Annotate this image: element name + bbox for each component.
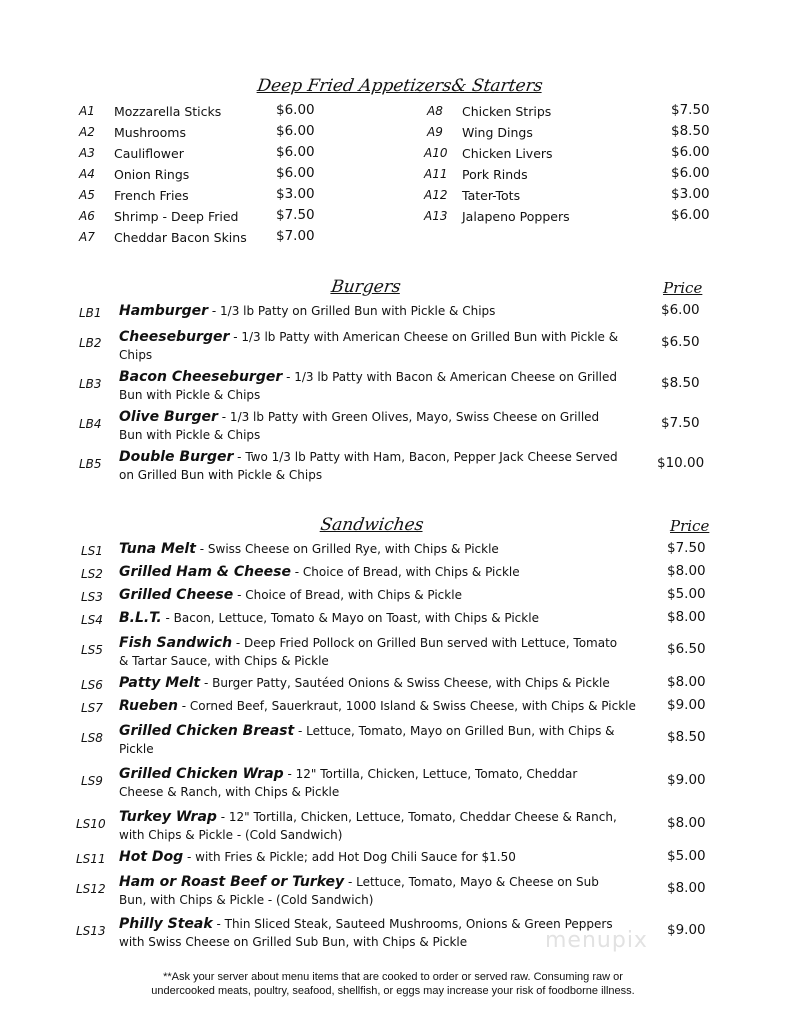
item-name: Hot Dog [119, 849, 184, 865]
item-code: LS12 [76, 882, 106, 896]
item-details: - Choice of Bread, with Chips & Pickle [290, 565, 520, 579]
item-details: - 12" Tortilla, Chicken, Lettuce, Tomato, Cheddar Cheese & Ranch, with Chips & Pickle [119, 767, 578, 799]
item-name: Tater-Tots [462, 188, 521, 203]
item-price: $6.00 [276, 165, 315, 181]
disclaimer-line-2: undercooked meats, poultry, seafood, shellfish, or eggs may increase your risk of foodborne illness. [151, 985, 635, 997]
item-details: - Deep Fried Pollock on Grilled Bun served with Lettuce, Tomato & Tartar Sauce, with Chips & Pickle [119, 636, 618, 668]
item-code: A5 [79, 188, 95, 202]
sandwiches-heading: Sandwiches [319, 515, 425, 535]
item-price: $10.00 [657, 455, 705, 471]
item-code: LS3 [81, 590, 103, 604]
item-name: Cheeseburger [119, 329, 230, 345]
item-code: A12 [424, 188, 448, 202]
item-details: - Lettuce, Tomato, Mayo on Grilled Bun, with Chips & Pickle [119, 724, 615, 756]
item-name: French Fries [114, 188, 189, 203]
item-price: $6.50 [667, 641, 706, 657]
sandwiches-price-label: Price [670, 517, 710, 535]
item-price: $8.00 [667, 815, 706, 831]
item-name: Grilled Chicken Wrap [119, 766, 284, 782]
item-name: Mozzarella Sticks [114, 104, 222, 119]
item-code: A10 [424, 146, 448, 160]
item-code: LS10 [76, 817, 106, 831]
item-code: A6 [79, 209, 95, 223]
item-code: A9 [427, 125, 443, 139]
item-details: - Swiss Cheese on Grilled Rye, with Chips & Pickle [195, 542, 499, 556]
item-price: $6.00 [671, 144, 710, 160]
item-description [119, 448, 619, 484]
item-details: - Choice of Bread, with Chips & Pickle [233, 588, 462, 602]
item-code: LS8 [81, 731, 103, 745]
item-name: Grilled Cheese [119, 587, 234, 603]
item-code: LB1 [79, 306, 102, 320]
item-name: Chicken Strips [462, 104, 552, 119]
item-price: $8.50 [671, 123, 710, 139]
item-name: Double Burger [119, 449, 234, 465]
disclaimer-line-1: **Ask your server about menu items that are cooked to order or served raw. Consuming raw or [163, 971, 623, 983]
item-price: $9.00 [667, 772, 706, 788]
item-name: Hamburger [119, 303, 209, 319]
item-details: - Bacon, Lettuce, Tomato & Mayo on Toast, with Chips & Pickle [161, 611, 539, 625]
item-name: Shrimp - Deep Fried [114, 209, 239, 224]
item-description [119, 609, 624, 627]
item-name: Grilled Chicken Breast [119, 723, 295, 739]
item-description [119, 765, 624, 801]
item-details: - Two 1/3 lb Patty with Ham, Bacon, Pepper Jack Cheese Served on Grilled Bun with Pickle & Chips [119, 450, 618, 482]
item-code: A11 [424, 167, 448, 181]
item-name: Pork Rinds [462, 167, 528, 182]
item-price: $3.00 [276, 186, 315, 202]
item-name: Cheddar Bacon Skins [114, 230, 247, 245]
item-price: $8.00 [667, 880, 706, 896]
item-name: B.L.T. [119, 610, 162, 626]
item-price: $7.00 [276, 228, 315, 244]
item-description [119, 302, 619, 320]
item-price: $5.00 [667, 848, 706, 864]
item-price: $9.00 [667, 922, 706, 938]
item-code: A3 [79, 146, 95, 160]
item-description [119, 634, 624, 670]
item-name: Jalapeno Poppers [462, 209, 570, 224]
item-code: A1 [79, 104, 95, 118]
item-code: LS13 [76, 924, 106, 938]
item-name: Ham or Roast Beef or Turkey [119, 874, 345, 890]
item-details: - Lettuce, Tomato, Mayo & Cheese on Sub Bun, with Chips & Pickle - (Cold Sandwich) [119, 875, 599, 907]
item-code: LS1 [81, 544, 103, 558]
item-price: $6.00 [671, 207, 710, 223]
item-details: - Burger Patty, Sautéed Onions & Swiss Cheese, with Chips & Pickle [200, 676, 610, 690]
item-price: $8.00 [667, 563, 706, 579]
item-code: LB4 [79, 417, 102, 431]
item-description [119, 674, 624, 692]
item-name: Olive Burger [119, 409, 218, 425]
item-name: Rueben [119, 698, 178, 714]
appetizers-heading: Deep Fried Appetizers& Starters [256, 76, 544, 96]
item-description [119, 808, 624, 844]
item-code: A7 [79, 230, 95, 244]
item-code: LS11 [76, 852, 106, 866]
item-details: - 1/3 lb Patty with American Cheese on Grilled Bun with Pickle & Chips [119, 330, 619, 362]
item-name: Onion Rings [114, 167, 190, 182]
item-details: - 1/3 lb Patty on Grilled Bun with Pickle & Chips [208, 304, 496, 318]
item-description [119, 848, 624, 866]
item-name: Mushrooms [114, 125, 186, 140]
item-description [119, 586, 624, 604]
item-name: Fish Sandwich [119, 635, 233, 651]
item-name: Patty Melt [119, 675, 201, 691]
menupix-watermark: menupix [545, 928, 648, 953]
item-price: $6.00 [276, 144, 315, 160]
item-code: LS4 [81, 613, 103, 627]
item-price: $6.00 [276, 102, 315, 118]
item-price: $6.00 [276, 123, 315, 139]
item-code: LS2 [81, 567, 103, 581]
item-name: Turkey Wrap [119, 809, 217, 825]
item-code: A2 [79, 125, 95, 139]
item-price: $7.50 [671, 102, 710, 118]
item-description [119, 368, 619, 404]
item-price: $8.00 [667, 609, 706, 625]
item-price: $7.50 [661, 415, 700, 431]
item-description [119, 540, 624, 558]
item-price: $8.50 [667, 729, 706, 745]
item-description [119, 873, 624, 909]
item-details: - 12" Tortilla, Chicken, Lettuce, Tomato, Cheddar Cheese & Ranch, with Chips & Pickle - (Cold Sandwich) [119, 810, 617, 842]
item-code: A13 [424, 209, 448, 223]
item-description [119, 328, 619, 364]
item-name: Chicken Livers [462, 146, 553, 161]
item-code: LB5 [79, 457, 102, 471]
item-name: Grilled Ham & Cheese [119, 564, 291, 580]
burgers-heading: Burgers [329, 277, 403, 297]
item-code: A8 [427, 104, 443, 118]
item-name: Cauliflower [114, 146, 184, 161]
item-price: $8.50 [661, 375, 700, 391]
item-price: $6.00 [661, 302, 700, 318]
item-code: A4 [79, 167, 95, 181]
item-price: $3.00 [671, 186, 710, 202]
item-price: $6.00 [671, 165, 710, 181]
item-code: LB3 [79, 377, 102, 391]
item-price: $5.00 [667, 586, 706, 602]
item-name: Tuna Melt [119, 541, 196, 557]
item-code: LS6 [81, 678, 103, 692]
item-price: $9.00 [667, 697, 706, 713]
item-code: LS7 [81, 701, 103, 715]
item-code: LB2 [79, 336, 102, 350]
item-details: - Thin Sliced Steak, Sauteed Mushrooms, Onions & Green Peppers with Swiss Cheese on Grilled Sub Bun, with Chips & Pickle [119, 917, 613, 949]
item-details: - 1/3 lb Patty with Bacon & American Cheese on Grilled Bun with Pickle & Chips [119, 370, 617, 402]
item-price: $6.50 [661, 334, 700, 350]
item-name: Bacon Cheeseburger [119, 369, 283, 385]
item-name: Philly Steak [119, 916, 213, 932]
item-name: Wing Dings [462, 125, 533, 140]
item-details: - 1/3 lb Patty with Green Olives, Mayo, Swiss Cheese on Grilled Bun with Pickle & Chips [119, 410, 600, 442]
burgers-price-label: Price [663, 279, 703, 297]
item-description [119, 697, 639, 715]
item-details: - with Fries & Pickle; add Hot Dog Chili Sauce for $1.50 [183, 850, 516, 864]
item-details: - Corned Beef, Sauerkraut, 1000 Island & Swiss Cheese, with Chips & Pickle [177, 699, 636, 713]
item-description [119, 722, 624, 758]
item-price: $7.50 [276, 207, 315, 223]
item-description [119, 563, 624, 581]
item-price: $8.00 [667, 674, 706, 690]
item-code: LS5 [81, 643, 103, 657]
item-description [119, 408, 619, 444]
footer-disclaimer [100, 970, 686, 998]
item-price: $7.50 [667, 540, 706, 556]
item-code: LS9 [81, 774, 103, 788]
